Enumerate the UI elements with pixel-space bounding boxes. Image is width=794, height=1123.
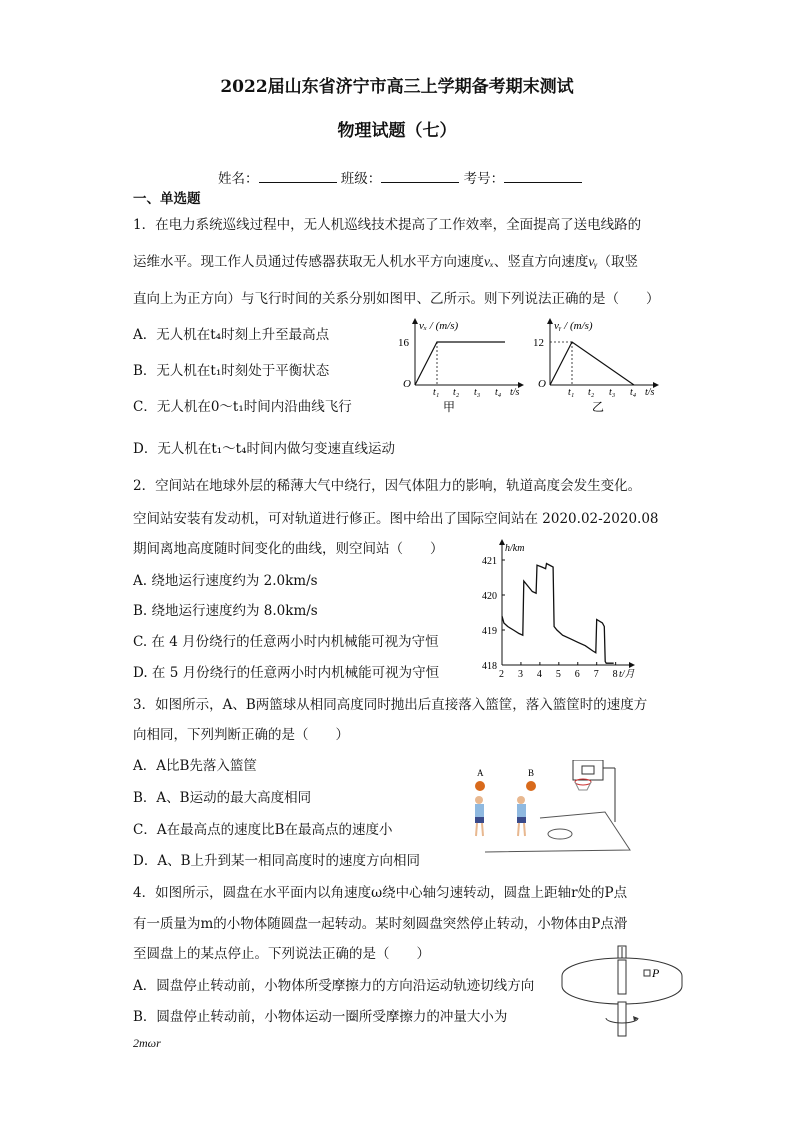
jia-ylabel: vₓ / (m/s) [419,320,459,332]
altitude-chart [470,533,635,683]
court-circle [548,829,572,839]
q4-line2: 有一质量为m的小物体随圆盘一起转动。某时刻圆盘突然停止转动，小物体由P点滑 [133,916,628,932]
q1-option-b: B．无人机在t₁时刻处于平衡状态 [133,363,330,379]
chart-xtick-label: 5 [555,669,561,680]
class-blank [381,170,459,183]
q3-option-d: D．A、B上升到某一相同高度时的速度方向相同 [133,853,420,869]
chart-altitude-line [502,564,614,664]
yi-curve [550,342,634,385]
chart-xtick-label: 3 [517,669,523,680]
q1-vx-symbol: vₓ [484,254,494,269]
yi-yval: 12 [533,337,544,349]
label-b: B [528,768,535,778]
jia-curve [415,342,505,385]
q1-line2 [133,250,638,270]
exam-number-blank [504,170,582,183]
jia-tick-t2: t₂ [453,387,460,398]
jia-tick-t4: t₄ [495,387,502,398]
yi-caption: 乙 [592,400,605,414]
ball-a [475,781,485,791]
backboard [573,760,603,780]
jia-tick-t1: t₁ [433,387,440,398]
q1-line3: 直向上为正方向）与飞行时间的关系分别如图甲、乙所示。则下列说法正确的是（ ） [133,291,660,307]
name-blank [259,170,337,183]
player-b-leg-right [524,823,525,836]
player-b-head [517,796,525,804]
q3-option-b: B．A、B运动的最大高度相同 [133,790,312,806]
jia-xlabel: t/s [510,387,520,398]
chart-ytick-label: 419 [482,626,497,637]
q2-option-d: D. 在 5 月份绕行的任意两小时内机械能可视为守恒 [133,665,440,681]
q1-option-d: D．无人机在t₁～t₄时间内做匀变速直线运动 [133,441,395,457]
jia-origin: O [403,378,411,390]
axis-middle [618,960,626,994]
label-a: A [477,768,484,778]
chart-xtick-label: 7 [593,669,599,680]
ball-b [526,781,536,791]
name-label: 姓名： [218,171,259,187]
q1-line2-text-a: 运维水平。现工作人员通过传感器获取无人机水平方向速度 [133,254,484,270]
q3-line1: 3．如图所示，A、B两篮球从相同高度同时抛出后直接落入篮筐，落入篮筐时的速度方 [133,697,648,713]
q1-line2-text-b: 、竖直方向速度 [493,254,589,270]
player-b-leg-left [518,823,519,836]
basketball-figure [465,760,635,860]
q1-line2-text-c: （取竖 [597,254,638,270]
hoop-net [575,782,591,790]
player-a-body [475,804,484,818]
player-b-body [517,804,526,818]
class-label: 班级： [340,171,382,187]
label-p: P [652,966,660,980]
player-b-shorts [517,817,526,823]
jia-caption: 甲 [443,400,456,414]
q4-option-a: A．圆盘停止转动前，小物体所受摩擦力的方向沿运动轨迹切线方向 [133,978,535,994]
q1-vy-symbol: vᵧ [588,254,598,269]
chart-ytick-label: 421 [482,556,497,567]
chart-xtick-label: 6 [574,669,580,680]
q3-option-a: A．A比B先落入篮筐 [133,758,257,774]
exam-number-label: 考号： [463,171,505,187]
chart-ylabel: h/km [505,543,525,554]
q4-option-b: B．圆盘停止转动前，小物体运动一圈所受摩擦力的冲量大小为 [133,1009,508,1025]
chart-xlabel: t/月 [619,669,635,680]
chart-xtick-label: 4 [536,669,542,680]
player-a-leg-right [482,823,483,836]
section-heading: 一、单选题 [133,191,201,207]
yi-tick-t3: t₃ [609,387,616,398]
q1-line1: 1．在电力系统巡线过程中，无人机巡线技术提高了工作效率，全面提高了送电线路的 [133,217,642,233]
jia-tick-t3: t₃ [474,387,481,398]
q3-option-c: C．A在最高点的速度比B在最高点的速度小 [133,822,393,838]
page-title: 2022届山东省济宁市高三上学期备考期末测试 [220,77,574,97]
player-a-shorts [475,817,484,823]
yi-xlabel: t/s [645,387,655,398]
q4-line3: 至圆盘上的某点停止。下列说法正确的是（ ） [133,946,430,962]
student-info-row [218,167,582,187]
chart-ytick-label: 418 [482,661,497,672]
chart-ytick-label: 420 [482,591,497,602]
player-a-leg-left [476,823,477,836]
yi-ylabel: vᵧ / (m/s) [554,320,593,332]
q4-formula: 2mωr [133,1036,161,1050]
q1-option-a: A．无人机在t₄时刻上升至最高点 [133,327,330,343]
yi-tick-t4: t₄ [630,387,637,398]
axis-bottom [618,1002,626,1036]
yi-tick-t2: t₂ [588,387,595,398]
q2-option-c: C. 在 4 月份绕行的任意两小时内机械能可视为守恒 [133,634,439,650]
q2-line1: 2．空间站在地球外层的稀薄大气中绕行，因气体阻力的影响，轨道高度会发生变化。 [133,478,642,494]
yi-tick-t1: t₁ [568,387,575,398]
chart-x-arrow [629,662,635,668]
q2-option-b: B. 绕地运行速度约为 8.0km/s [133,603,318,619]
q2-line2: 空间站安装有发动机，可对轨道进行修正。图中给出了国际空间站在 2020.02-2020.08 [133,511,659,527]
jia-yval: 16 [398,337,409,349]
yi-origin: O [538,378,546,390]
chart-xtick-label: 8 [612,669,618,680]
graph-jia [395,315,530,415]
q3-line2: 向相同，下列判断正确的是（ ） [133,727,349,743]
chart-xtick-label: 2 [499,669,504,680]
player-a-head [475,796,483,804]
q2-option-a: A. 绕地运行速度约为 2.0km/s [133,573,318,589]
page-subtitle: 物理试题（七） [337,121,457,141]
disk-figure [560,942,690,1042]
graph-yi [530,315,665,415]
q4-line1: 4．如图所示，圆盘在水平面内以角速度ω绕中心轴匀速转动，圆盘上距轴r处的P点 [133,885,628,901]
q1-option-c: C．无人机在0～t₁时间内沿曲线飞行 [133,399,352,415]
q2-line3: 期间离地高度随时间变化的曲线，则空间站（ ） [133,541,444,557]
court-lines [485,812,630,852]
